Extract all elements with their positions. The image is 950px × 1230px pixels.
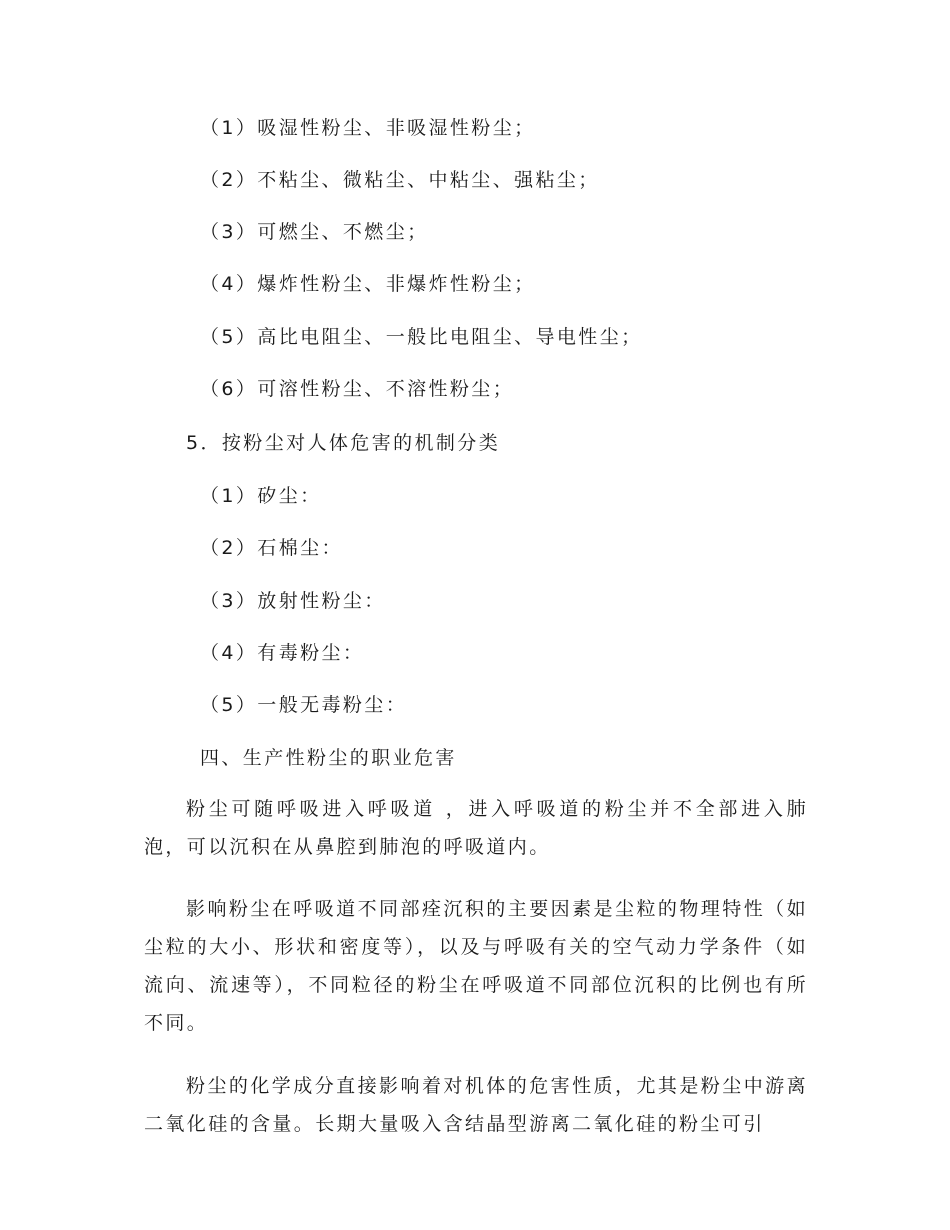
body-paragraph: 粉尘可随呼吸进入呼吸道 ，进入呼吸道的粉尘并不全部进入肺泡，可以沉积在从鼻腔到肺泡的呼吸道内。 (144, 798, 808, 858)
list-item: （3）可燃尘、不燃尘； (200, 221, 429, 243)
list-item: （2）石棉尘： (200, 537, 343, 559)
list-item: （5）一般无毒粉尘： (200, 694, 408, 716)
list-item: （2）不粘尘、微粘尘、中粘尘、强粘尘； (200, 169, 600, 191)
subheading: 5．按粉尘对人体危害的机制分类 (186, 432, 501, 454)
list-item: （4）有毒粉尘： (200, 642, 365, 664)
body-paragraph: 影响粉尘在呼吸道不同部痊沉积的主要因素是尘粒的物理特性（如尘粒的大小、形状和密度等），以及与呼吸有关的空气动力学条件（如流向、流速等），不同粒径的粉尘在呼吸道不同部位沉积的比例也有所不同。 (144, 898, 808, 1034)
list-item: （5）高比电阻尘、一般比电阻尘、导电性尘； (200, 326, 643, 348)
list-item: （1）矽尘： (200, 485, 322, 507)
list-item: （6）可溶性粉尘、不溶性粉尘； (200, 378, 515, 400)
list-item: （1）吸湿性粉尘、非吸湿性粉尘； (200, 117, 536, 139)
list-item: （3）放射性粉尘： (200, 590, 386, 612)
body-paragraph: 粉尘的化学成分直接影响着对机体的危害性质，尤其是粉尘中游离二氧化硅的含量。长期大量吸入含结晶型游离二氧化硅的粉尘可引 (144, 1075, 808, 1135)
list-item: （4）爆炸性粉尘、非爆炸性粉尘； (200, 273, 536, 295)
section-heading: 四、生产性粉尘的职业危害 (200, 747, 457, 769)
